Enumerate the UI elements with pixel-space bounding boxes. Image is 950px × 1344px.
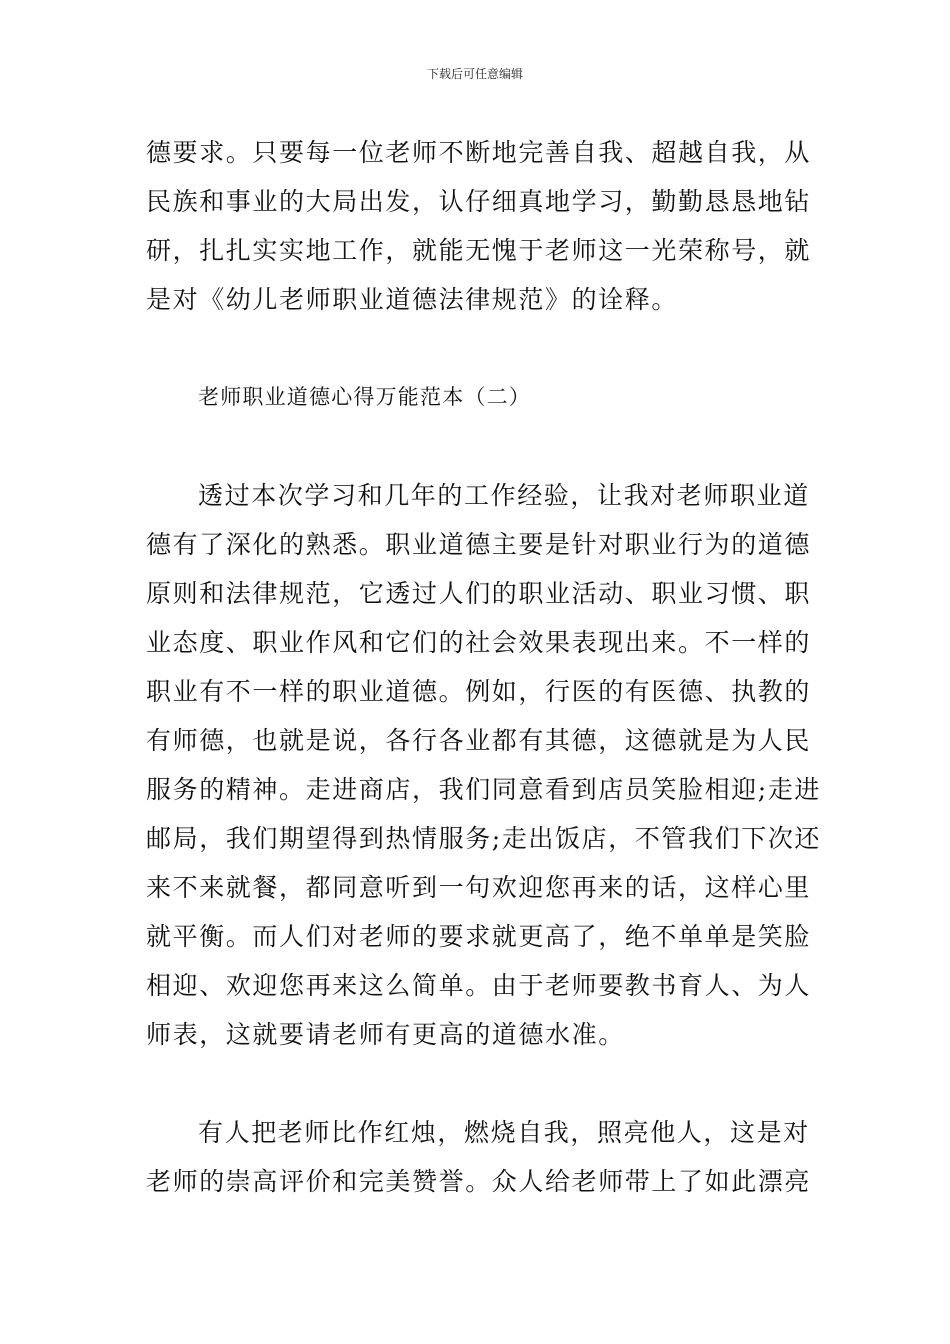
paragraph-2	[146, 471, 822, 1059]
paragraph-line: 研，扎扎实实地工作，就能无愧于老师这一光荣称号，就	[146, 236, 812, 265]
paragraph-line: 民族和事业的大局出发，认仔细真地学习，勤勤恳恳地钻	[146, 187, 812, 216]
paragraph-line: 职业有不一样的职业道德。例如，行医的有医德、执教的	[146, 677, 812, 706]
paragraph-line: 有师德，也就是说，各行各业都有其德，这德就是为人民	[146, 726, 812, 755]
paragraph-line: 来不来就餐，都同意听到一句欢迎您再来的话，这样心里	[146, 873, 812, 902]
paragraph-1	[146, 128, 812, 324]
section-heading: 老师职业道德心得万能范本（二）	[198, 385, 531, 409]
paragraph-line: 德要求。只要每一位老师不断地完善自我、超越自我，从	[146, 138, 812, 167]
paragraph-line: 邮局，我们期望得到热情服务;走出饭店，不管我们下次还	[146, 824, 822, 853]
paragraph-line: 透过本次学习和几年的工作经验，让我对老师职业道	[198, 481, 810, 510]
paragraph-line: 老师的崇高评价和完美赞誉。众人给老师带上了如此漂亮	[146, 1167, 812, 1196]
paragraph-spacer	[146, 1059, 808, 1108]
paragraph-spacer	[146, 422, 808, 471]
paragraph-line: 原则和法律规范，它透过人们的职业活动、职业习惯、职	[146, 579, 812, 608]
document-body	[146, 128, 822, 1206]
paragraph-line: 师表，这就要请老师有更高的道德水准。	[146, 1020, 625, 1049]
paragraph-line: 业态度、职业作风和它们的社会效果表现出来。不一样的	[146, 628, 812, 657]
paragraph-line: 服务的精神。走进商店，我们同意看到店员笑脸相迎;走进	[146, 775, 822, 804]
paragraph-line: 是对《幼儿老师职业道德法律规范》的诠释。	[146, 285, 679, 314]
paragraph-line: 有人把老师比作红烛，燃烧自我，照亮他人，这是对	[198, 1118, 810, 1147]
paragraph-line: 德有了深化的熟悉。职业道德主要是针对职业行为的道德	[146, 530, 812, 559]
paragraph-3	[146, 1108, 812, 1206]
paragraph-spacer	[146, 324, 808, 373]
paragraph-line: 就平衡。而人们对老师的要求就更高了，绝不单单是笑脸	[146, 922, 812, 951]
paragraph-line: 相迎、欢迎您再来这么简单。由于老师要教书育人、为人	[146, 971, 812, 1000]
page-header-note: 下载后可任意编辑	[426, 67, 523, 81]
